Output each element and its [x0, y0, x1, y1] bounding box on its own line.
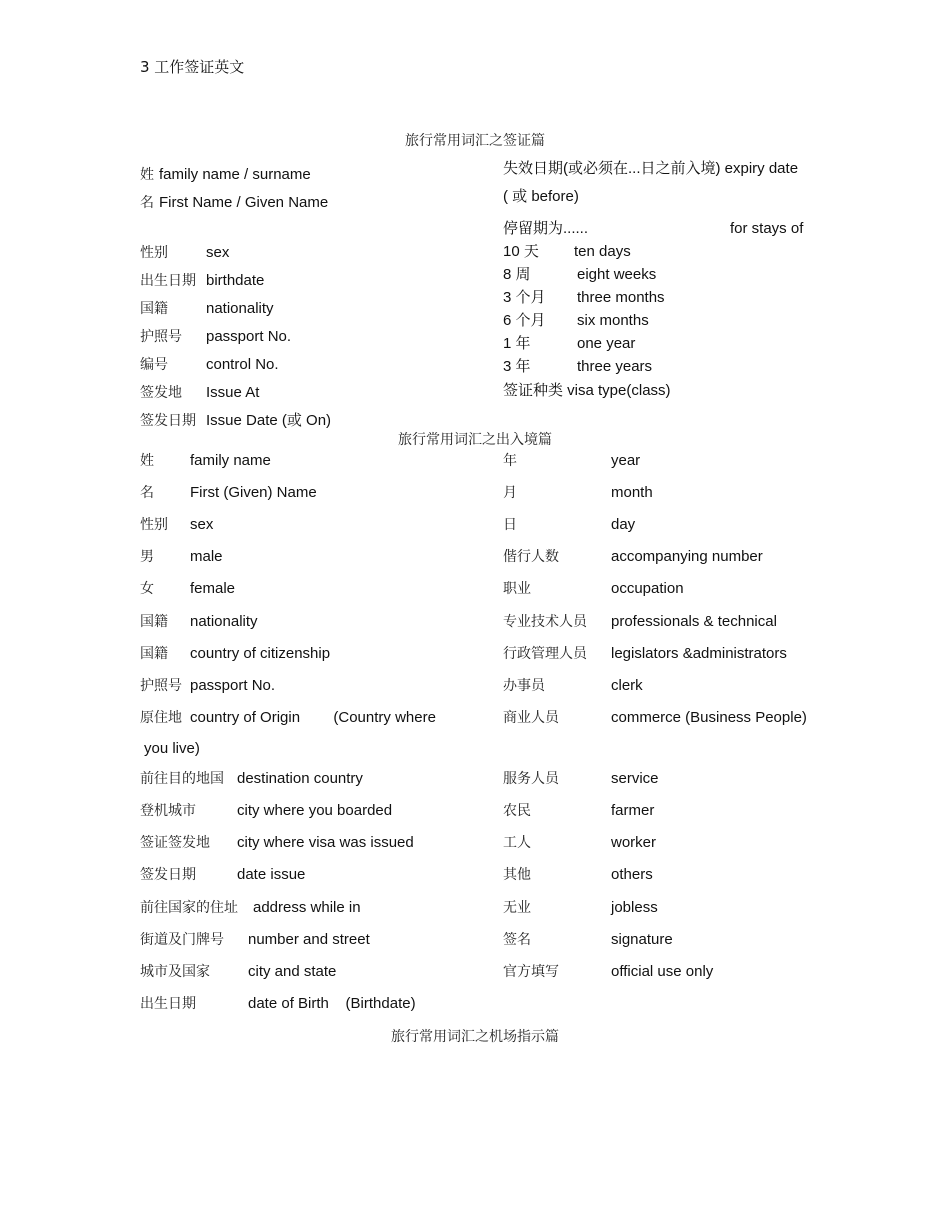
term-cn: 姓	[140, 453, 154, 469]
term-cn: 前往国家的住址	[140, 900, 238, 916]
term-en: Issue Date (或 On)	[206, 412, 332, 429]
term-en: farmer	[611, 802, 655, 819]
term-cn: 护照号	[140, 678, 182, 694]
term-en: family name	[190, 452, 271, 469]
term-cn: 前往目的地国	[140, 771, 224, 787]
term-en: three years	[577, 358, 653, 375]
term-en: passport No.	[206, 328, 292, 345]
term-cn: 商业人员	[503, 710, 559, 726]
term-cn: 10 天	[503, 243, 539, 260]
stay-period-en: for stays of	[730, 220, 804, 237]
term-cn: 3 年	[503, 358, 531, 375]
term-cn: 其他	[503, 867, 531, 883]
term-cn: 日	[503, 517, 517, 533]
term-en: address while in	[253, 899, 361, 916]
term-en: country of Origin (Country where	[190, 709, 436, 726]
term-en: date of Birth (Birthdate)	[248, 995, 416, 1012]
term-cn: 农民	[503, 803, 531, 819]
term-cn: 城市及国家	[140, 964, 210, 980]
term-en: country of citizenship	[190, 645, 331, 662]
term-en: ten days	[574, 243, 631, 260]
term-cn: 8 周	[503, 266, 531, 283]
term-cn: 专业技术人员	[503, 614, 587, 630]
term-en: signature	[611, 931, 673, 948]
term-cn: 男	[140, 549, 154, 565]
term-en-cont: you live)	[144, 740, 200, 757]
term-en: commerce (Business People)	[611, 709, 807, 726]
term-cn: 服务人员	[503, 771, 559, 787]
term-en: clerk	[611, 677, 643, 694]
term-en: city where you boarded	[237, 802, 393, 819]
term-cn: 签名	[503, 932, 531, 948]
term-en: female	[190, 580, 236, 597]
term-en: accompanying number	[611, 548, 763, 565]
term-en: city and state	[248, 963, 337, 980]
term-cn: 6 个月	[503, 312, 546, 329]
term-cn: 登机城市	[140, 803, 196, 819]
term-en: service	[611, 770, 659, 787]
term-cn: 出生日期	[140, 273, 196, 289]
term-en: date issue	[237, 866, 306, 883]
term-cn: 1 年	[503, 335, 531, 352]
term-en: official use only	[611, 963, 714, 980]
term-en: nationality	[206, 300, 274, 317]
term-en: occupation	[611, 580, 684, 597]
term-cn: 性别	[140, 517, 168, 533]
page-header: 3 工作签证英文	[140, 58, 245, 76]
term-cn: 性别	[140, 245, 168, 261]
term-cn: 国籍	[140, 301, 168, 317]
term-en: day	[611, 516, 636, 533]
term-en: passport No.	[190, 677, 276, 694]
term-en: First Name / Given Name	[159, 194, 329, 211]
expiry-date-line: 失效日期(或必须在...日之前入境) expiry date	[503, 160, 799, 177]
section-heading-visa: 旅行常用词汇之签证篇	[405, 133, 545, 149]
term-en: birthdate	[206, 272, 265, 289]
term-cn: 出生日期	[140, 996, 196, 1012]
term-cn: 工人	[503, 835, 531, 851]
term-en: year	[611, 452, 641, 469]
term-cn: 国籍	[140, 614, 168, 630]
term-en: jobless	[611, 899, 658, 916]
term-en: male	[190, 548, 223, 565]
term-cn: 编号	[140, 357, 168, 373]
term-cn: 名	[140, 195, 154, 211]
term-cn: 签发日期	[140, 867, 196, 883]
term-en: sex	[206, 244, 230, 261]
term-en: First (Given) Name	[190, 484, 317, 501]
term-cn: 行政管理人员	[503, 646, 587, 662]
term-cn: 年	[503, 453, 517, 469]
term-cn: 3 个月	[503, 289, 546, 306]
section-heading-airport: 旅行常用词汇之机场指示篇	[391, 1029, 559, 1045]
term-cn: 原住地	[140, 710, 182, 726]
term-en: legislators &administrators	[611, 645, 787, 662]
term-cn: 国籍	[140, 646, 168, 662]
term-en: eight weeks	[577, 266, 657, 283]
visa-type-line: 签证种类 visa type(class)	[503, 382, 671, 399]
term-en: control No.	[206, 356, 279, 373]
term-en: city where visa was issued	[237, 834, 414, 851]
term-cn: 签发日期	[140, 413, 196, 429]
term-en: one year	[577, 335, 636, 352]
term-cn: 职业	[503, 581, 531, 597]
term-cn: 官方填写	[503, 964, 559, 980]
term-en: professionals & technical	[611, 613, 777, 630]
expiry-date-line-cont: ( 或 before)	[503, 188, 579, 205]
term-en: month	[611, 484, 653, 501]
term-cn: 签证签发地	[140, 835, 210, 851]
term-en: worker	[611, 834, 657, 851]
term-en: nationality	[190, 613, 258, 630]
term-cn: 姓	[140, 167, 154, 183]
term-en: sex	[190, 516, 214, 533]
term-cn: 名	[140, 485, 154, 501]
term-cn: 签发地	[140, 385, 182, 401]
term-cn: 街道及门牌号	[140, 932, 224, 948]
term-en: family name / surname	[159, 166, 311, 183]
stay-period-cn: 停留期为......	[503, 220, 589, 237]
term-en: Issue At	[206, 384, 260, 401]
term-cn: 女	[140, 581, 154, 597]
term-en: others	[611, 866, 653, 883]
term-en: three months	[577, 289, 665, 306]
term-en: six months	[577, 312, 649, 329]
term-cn: 偕行人数	[503, 549, 559, 565]
term-cn: 办事员	[503, 678, 545, 694]
term-en: number and street	[248, 931, 370, 948]
term-cn: 月	[503, 485, 517, 501]
term-en: destination country	[237, 770, 363, 787]
term-cn: 护照号	[140, 329, 182, 345]
section-heading-entry: 旅行常用词汇之出入境篇	[398, 432, 552, 448]
term-cn: 无业	[503, 900, 531, 916]
